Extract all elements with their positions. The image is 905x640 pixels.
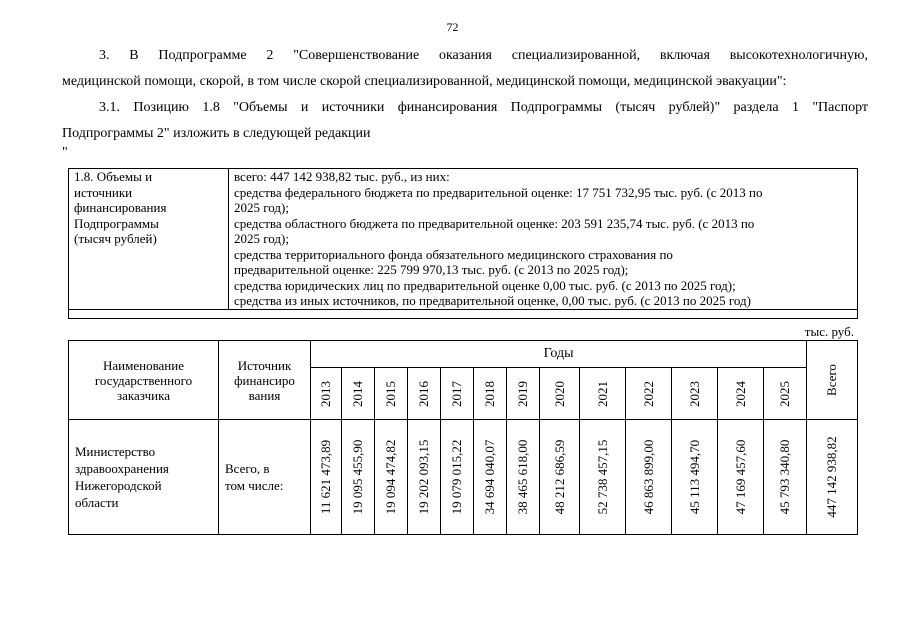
label-line: 1.8. Объемы и — [74, 169, 153, 184]
source-line: Всего, в — [225, 461, 270, 476]
year-cell — [474, 368, 507, 420]
value-text: 46 863 899,00 — [640, 439, 656, 515]
year-label: 2016 — [416, 380, 431, 407]
value-cell — [441, 420, 474, 535]
year-cell — [672, 368, 718, 420]
value-text: 48 212 686,59 — [551, 439, 567, 515]
value-cell — [626, 420, 672, 535]
total-value-text: 447 142 938,82 — [824, 436, 840, 518]
source-line: том числе: — [225, 478, 284, 493]
value-text: 19 095 455,90 — [350, 439, 365, 515]
header-line: финансиро — [234, 372, 295, 388]
value-cell — [764, 420, 807, 535]
value-text: 38 465 618,00 — [515, 439, 530, 515]
header-line: Источник — [237, 357, 292, 373]
value-cell — [342, 420, 375, 535]
label-line: Подпрограммы — [74, 215, 159, 231]
year-label: 2021 — [594, 380, 610, 407]
customer-line: Нижегородской — [75, 478, 162, 493]
year-label: 2020 — [551, 380, 567, 407]
label-line: финансирования — [74, 200, 167, 215]
header-line: вания — [248, 387, 281, 403]
content-line: средства федерального бюджета по предварительной оценке: 17 751 732,95 тыс. руб. (с 2013 по — [234, 184, 763, 200]
content-line: средства из иных источников, по предварительной оценке, 0,00 тыс. руб. (с 2013 по 2025 год) — [234, 293, 751, 308]
customer-line: здравоохранения — [75, 461, 169, 476]
value-text: 45 793 340,80 — [777, 439, 793, 515]
total-value-cell — [807, 420, 858, 535]
year-cell — [540, 368, 580, 420]
year-label: 2024 — [732, 380, 748, 407]
year-label: 2025 — [777, 380, 793, 407]
year-label: 2017 — [449, 380, 464, 407]
value-text: 45 113 494,70 — [686, 439, 702, 515]
content-line: предварительной оценке: 225 799 970,13 тыс. руб. (с 2013 по 2025 год); — [234, 262, 629, 277]
content-line: 2025 год); — [234, 200, 289, 215]
value-text: 11 621 473,89 — [318, 439, 333, 515]
year-label: 2013 — [318, 380, 333, 407]
header-source — [219, 341, 311, 420]
year-label: 2018 — [482, 380, 497, 407]
year-label: 2015 — [383, 380, 398, 407]
content-line: средства юридических лиц по предварительной оценке 0,00 тыс. руб. (с 2013 по 2025 год); — [234, 277, 736, 293]
passport-content-cell — [229, 169, 858, 310]
content-line: всего: 447 142 938,82 тыс. руб., из них: — [234, 169, 450, 184]
year-cell — [764, 368, 807, 420]
value-cell — [672, 420, 718, 535]
value-text: 19 202 093,15 — [416, 439, 431, 515]
year-cell — [375, 368, 408, 420]
year-cell — [718, 368, 764, 420]
year-cell — [342, 368, 375, 420]
paragraph-line: 3.1. Позицию 1.8 "Объемы и источники финансирования Подпрограммы (тысяч рублей)" раздела 1 "Паспорт — [99, 100, 868, 115]
value-cell — [474, 420, 507, 535]
year-cell — [441, 368, 474, 420]
header-customer — [69, 341, 219, 420]
label-line: (тысяч рублей) — [74, 231, 157, 246]
paragraph-subprogram-2 — [62, 43, 868, 95]
content-line: средства областного бюджета по предварительной оценке: 203 591 235,74 тыс. руб. (с 2013 по — [234, 215, 755, 231]
year-cell — [507, 368, 540, 420]
customer-line: Министерство — [75, 444, 156, 459]
passport-label-cell — [69, 169, 229, 310]
content-line: средства территориального фонда обязательного медицинского страхования по — [234, 246, 673, 262]
passport-table — [68, 168, 858, 319]
value-cell — [507, 420, 540, 535]
value-text: 19 079 015,22 — [449, 439, 464, 515]
value-text: 47 169 457,60 — [732, 439, 748, 515]
year-label: 2014 — [350, 380, 365, 407]
opening-quote: " — [62, 145, 68, 160]
header-years-title: Годы — [311, 341, 807, 368]
paragraph-line: медицинской помощи, скорой, в том числе скорой специализированной, медицинской помощи, медицинской эвакуации": — [62, 74, 787, 89]
value-cell — [540, 420, 580, 535]
value-cell — [311, 420, 342, 535]
paragraph-position-1-8 — [62, 95, 868, 147]
header-line: Наименование — [103, 357, 184, 373]
finance-table — [68, 340, 858, 535]
source-cell — [219, 420, 311, 535]
year-label: 2019 — [515, 380, 530, 407]
paragraph-line: Подпрограммы 2" изложить в следующей редакции — [62, 126, 371, 141]
customer-cell — [69, 420, 219, 535]
header-total — [807, 341, 858, 420]
passport-empty-row — [69, 309, 858, 318]
value-cell — [375, 420, 408, 535]
year-label: 2023 — [686, 380, 702, 407]
customer-line: области — [75, 495, 119, 510]
header-total-text: Всего — [824, 364, 840, 396]
value-cell — [718, 420, 764, 535]
header-line: заказчика — [116, 387, 171, 403]
label-line: источники — [74, 184, 133, 200]
year-label: 2022 — [640, 380, 656, 407]
unit-label: тыс. руб. — [804, 324, 854, 339]
value-cell — [580, 420, 626, 535]
value-text: 34 694 040,07 — [482, 439, 497, 515]
year-cell — [408, 368, 441, 420]
header-line: государственного — [94, 372, 193, 388]
value-text: 52 738 457,15 — [594, 439, 610, 515]
page-number: 72 — [446, 20, 459, 34]
year-cell — [626, 368, 672, 420]
value-text: 19 094 474,82 — [383, 439, 398, 515]
year-cell — [311, 368, 342, 420]
paragraph-line: 3. В Подпрограмме 2 "Совершенствование оказания специализированной, включая высокотехнологичную, — [99, 48, 868, 63]
year-cell — [580, 368, 626, 420]
value-cell — [408, 420, 441, 535]
content-line: 2025 год); — [234, 231, 289, 246]
